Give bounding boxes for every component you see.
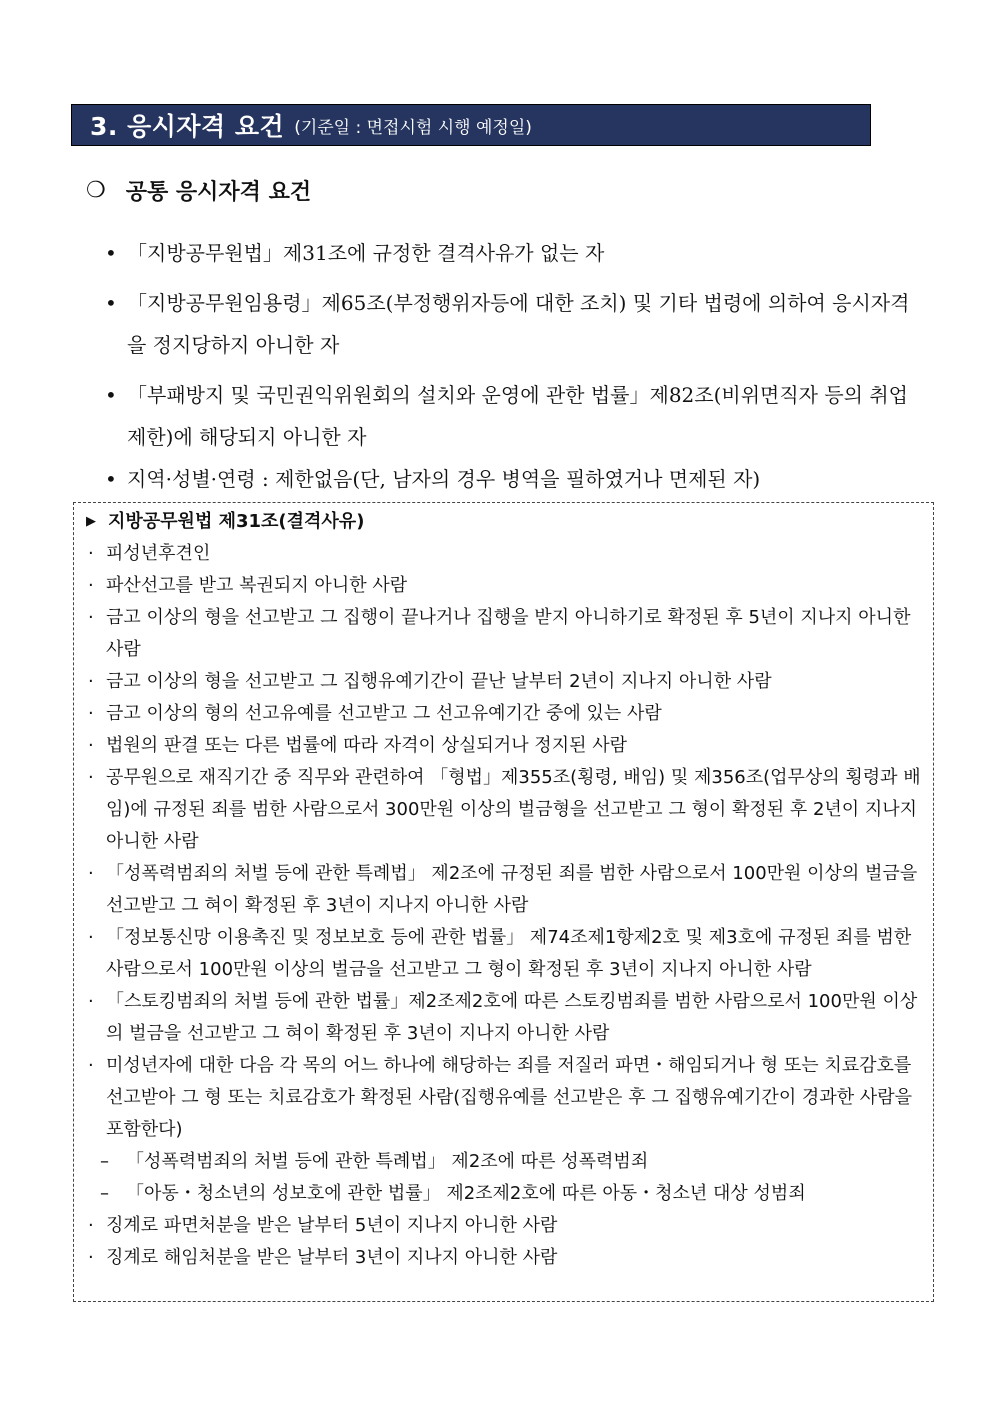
requirement-text: 「지방공무원법」제31조에 규정한 결격사유가 없는 자 [127,241,605,265]
triangle-right-icon: ▶ [86,514,96,529]
list-item [84,666,923,698]
sub-list-item [84,1178,923,1210]
list-item [84,858,923,922]
dot-icon: · [88,607,94,628]
bullet-icon: • [105,291,117,315]
dash-icon: – [100,1151,109,1172]
list-item-text: 파산선고를 받고 복권되지 아니한 사람 [106,575,408,596]
bullet-icon: • [105,383,117,407]
bullet-icon: • [105,467,117,491]
box-title-text: 지방공무원법 제31조(결격사유) [108,511,365,532]
circle-marker-icon: ❍ [86,178,106,203]
box-title [84,506,923,538]
dot-icon: · [88,735,94,756]
list-item-text: 피성년후견인 [106,543,211,564]
sub-list-item [84,1146,923,1178]
list-item [84,602,923,666]
bullet-icon: • [105,241,117,265]
list-item [84,570,923,602]
list-item [84,538,923,570]
list-item [84,1210,923,1242]
list-item-text: 「정보통신망 이용촉진 및 정보보호 등에 관한 법률」 제74조제1항제2호 및 제3호에 규정된 죄를 범한 사람으로서 100만원 이상의 벌금을 선고받고 그 형이 확정된 후 3년이 지나지 아니한 사람 [106,927,912,980]
section-header [71,104,871,146]
disqualification-box [73,502,934,1302]
list-item-text: 징계로 파면처분을 받은 날부터 5년이 지나지 아니한 사람 [106,1215,558,1236]
list-item-text: 미성년자에 대한 다음 각 목의 어느 하나에 해당하는 죄를 저질러 파면・해임되거나 형 또는 치료감호를 선고받아 그 형 또는 치료감호가 확정된 사람(집행유예를 선고받은 후 그 집행유예기간이 경과한 사람을 포함한다) [106,1055,912,1140]
dot-icon: · [88,703,94,724]
list-item-text: 공무원으로 재직기간 중 직무와 관련하여 「형법」제355조(횡령, 배임) 및 제356조(업무상의 횡령과 배임)에 규정된 죄를 범한 사람으로서 300만원 이상의 벌금형을 선고받고 그 형이 확정된 후 2년이 지나지 아니한 사람 [106,767,921,852]
list-item [84,922,923,986]
list-item [84,986,923,1050]
sub-list-item-text: 「아동・청소년의 성보호에 관한 법률」 제2조제2호에 따른 아동・청소년 대상 성범죄 [126,1183,806,1204]
list-item [84,1050,923,1146]
requirement-text: 「부패방지 및 국민권익위원회의 설치와 운영에 관한 법률」제82조(비위면직자 등의 취업제한)에 해당되지 아니한 자 [127,383,908,449]
dot-icon: · [88,671,94,692]
dot-icon: · [88,1055,94,1076]
list-item [84,762,923,858]
requirement-text: 지역·성별·연령 : 제한없음(단, 남자의 경우 병역을 필하였거나 면제된 자) [127,467,761,491]
list-item-text: 징계로 해임처분을 받은 날부터 3년이 지나지 아니한 사람 [106,1247,558,1268]
dot-icon: · [88,863,94,884]
requirement-item [105,282,920,366]
section-subtitle: (기준일 : 면접시험 시행 예정일) [294,117,532,138]
list-item [84,730,923,762]
list-item-text: 금고 이상의 형을 선고받고 그 집행이 끝나거나 집행을 받지 아니하기로 확정된 후 5년이 지나지 아니한 사람 [106,607,911,660]
list-item-text: 금고 이상의 형을 선고받고 그 집행유예기간이 끝난 날부터 2년이 지나지 아니한 사람 [106,671,772,692]
list-item [84,698,923,730]
dash-icon: – [100,1183,109,1204]
list-item-text: 「스토킹범죄의 처벌 등에 관한 법률」제2조제2호에 따른 스토킹범죄를 범한 사람으로서 100만원 이상의 벌금을 선고받고 그 혀이 확정된 후 3년이 지나지 아니한 사람 [106,991,918,1044]
dot-icon: · [88,1215,94,1236]
list-item-text: 금고 이상의 형의 선고유예를 선고받고 그 선고유예기간 중에 있는 사람 [106,703,662,724]
list-item-text: 법원의 판결 또는 다른 법률에 따라 자격이 상실되거나 정지된 사람 [106,735,627,756]
list-item [84,1242,923,1274]
requirements-list [105,232,920,500]
dot-icon: · [88,1247,94,1268]
requirement-item [105,458,920,500]
section-title: 3. 응시자격 요건 [90,112,285,141]
subheading [86,175,311,206]
dot-icon: · [88,991,94,1012]
requirement-text: 「지방공무원임용령」제65조(부정행위자등에 대한 조치) 및 기타 법령에 의하여 응시자격을 정지당하지 아니한 자 [127,291,910,357]
requirement-item [105,232,920,274]
requirement-item [105,374,920,458]
list-item-text: 「성폭력범죄의 처벌 등에 관한 특례법」 제2조에 규정된 죄를 범한 사람으로서 100만원 이상의 벌금을 선고받고 그 혀이 확정된 후 3년이 지나지 아니한 사람 [106,863,918,916]
subheading-title: 공통 응시자격 요건 [125,180,312,205]
dot-icon: · [88,543,94,564]
dot-icon: · [88,767,94,788]
dot-icon: · [88,927,94,948]
sub-list-item-text: 「성폭력범죄의 처벌 등에 관한 특례법」 제2조에 따른 성폭력범죄 [126,1151,649,1172]
dot-icon: · [88,575,94,596]
